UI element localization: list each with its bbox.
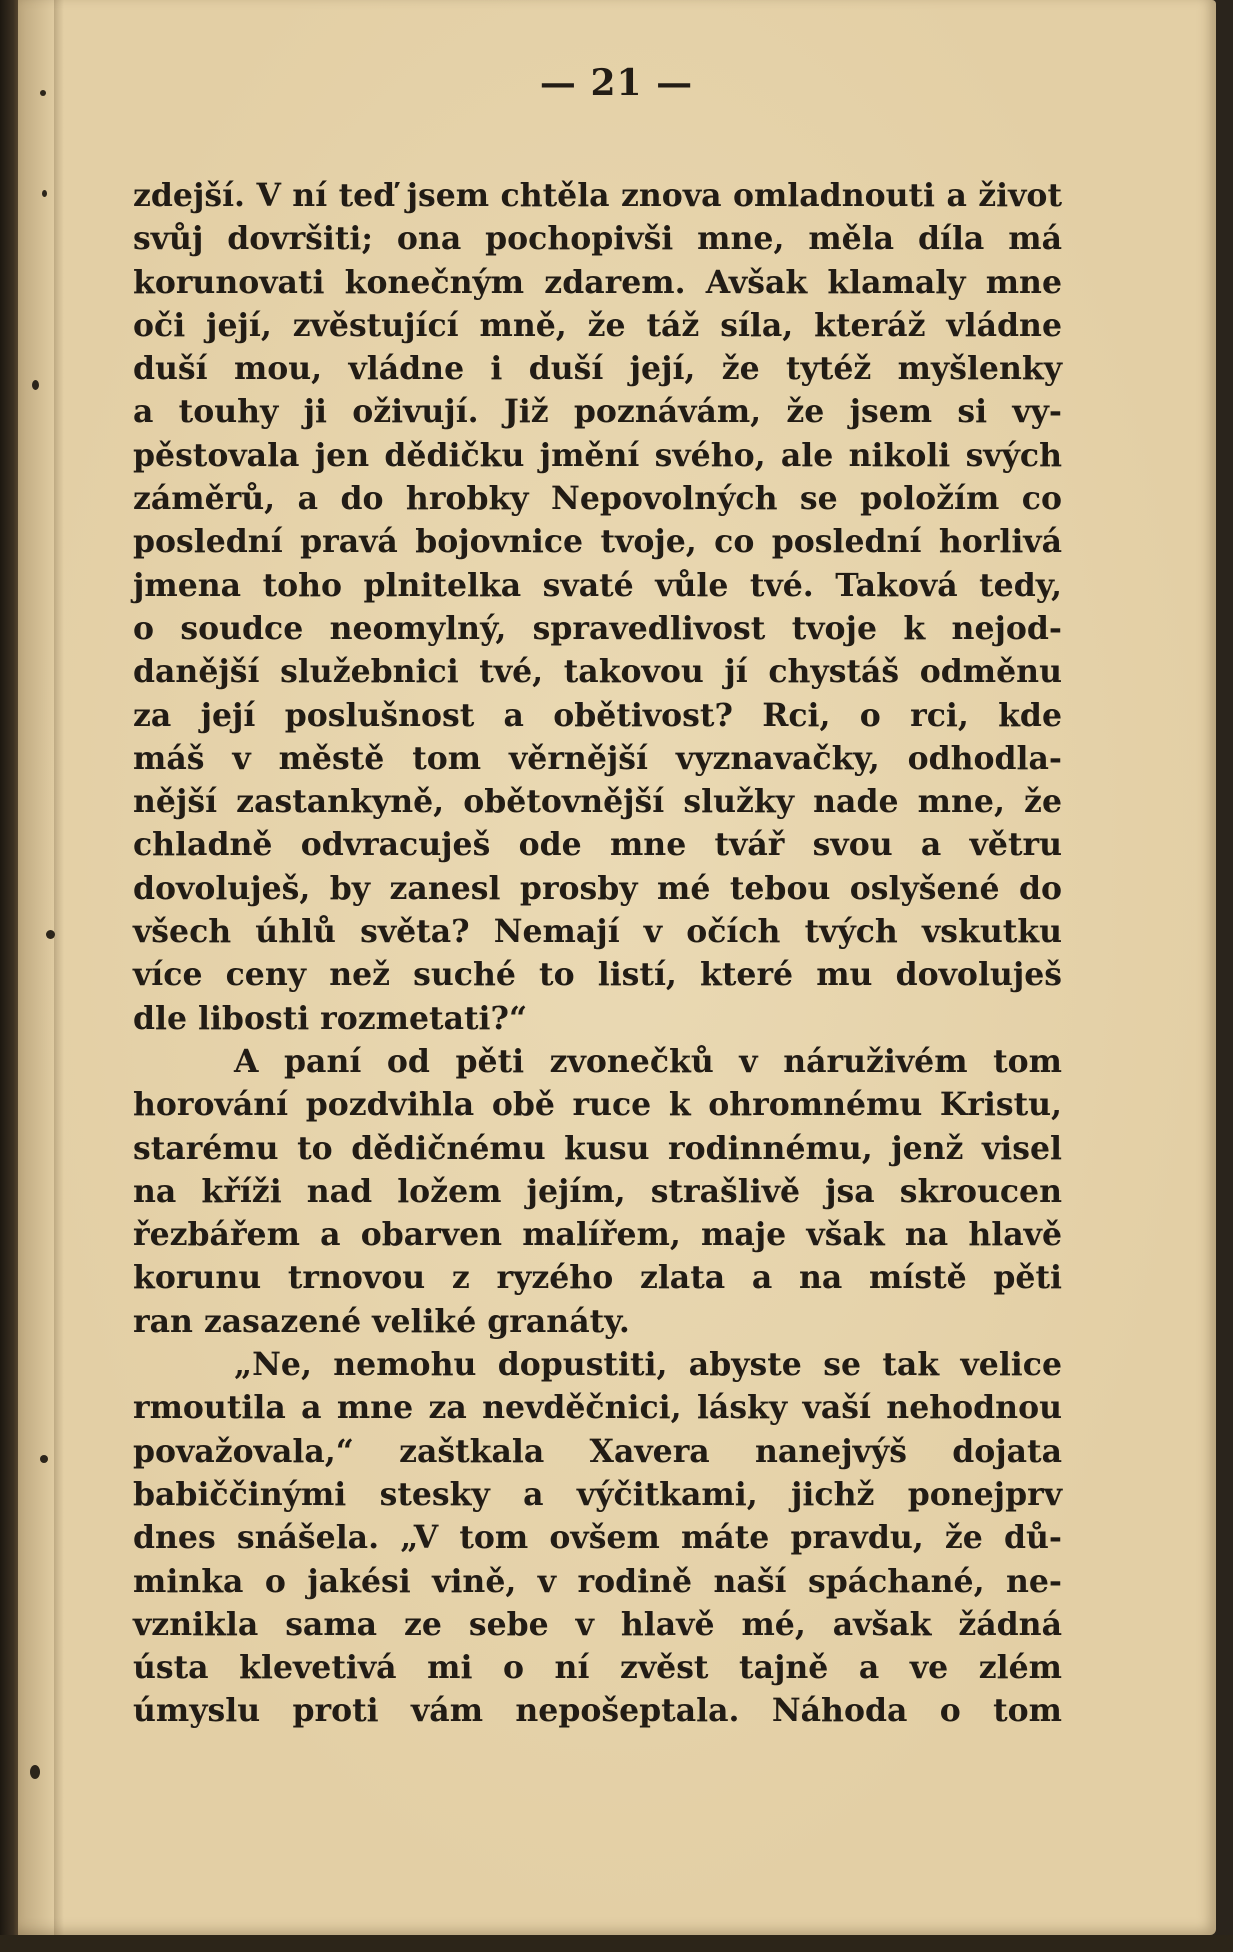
- text-line: úmyslu proti vám nepošeptala. Náhoda o tom: [133, 1692, 1062, 1730]
- text-line: považovala,“ zaštkala Xavera nanejvýš dojata: [133, 1432, 1062, 1470]
- text-line: svůj dovršiti; ona pochopivši mne, měla díla má: [133, 220, 1062, 258]
- text-line: duší mou, vládne i duší její, že tytéž myšlenky: [133, 350, 1062, 388]
- text-line: poslední pravá bojovnice tvoje, co poslední horlivá: [133, 523, 1062, 561]
- text-line: dovoluješ, by zanesl prosby mé tebou oslyšené do: [133, 869, 1062, 907]
- text-line: dle libosti rozmetati?“: [133, 999, 528, 1037]
- page-text: [133, 174, 1062, 1733]
- text-line: pěstovala jen dědičku jmění svého, ale nikoli svých: [133, 436, 1062, 474]
- text-line: na kříži nad ložem jejím, strašlivě jsa skroucen: [133, 1172, 1062, 1210]
- text-line: zdejší. V ní teď jsem chtěla znova omladnouti a život: [133, 177, 1062, 214]
- text-line: korunu trnovou z ryzého zlata a na místě pěti: [133, 1259, 1062, 1297]
- text-line: korunovati konečným zdarem. Avšak klamaly mne: [133, 263, 1062, 301]
- speck: [30, 1765, 40, 1779]
- text-line: všech úhlů světa? Nemají v očích tvých vskutku: [133, 913, 1062, 951]
- text-line: více ceny než suché to listí, které mu dovoluješ: [133, 956, 1062, 994]
- text-line: babiččinými stesky a výčitkami, jichž ponejprv: [133, 1475, 1062, 1513]
- text-line: starému to dědičnému kusu rodinnému, jenž visel: [133, 1129, 1062, 1167]
- text-line: o soudce neomylný, spravedlivost tvoje k nejod-: [133, 609, 1062, 647]
- text-line: A paní od pěti zvonečků v náruživém tom: [234, 1042, 1062, 1080]
- speck: [42, 190, 47, 197]
- text-line: ran zasazené veliké granáty.: [133, 1302, 630, 1340]
- text-line: chladně odvracuješ ode mne tvář svou a větru: [133, 826, 1062, 864]
- text-line: záměrů, a do hrobky Nepovolných se položím co: [133, 480, 1062, 518]
- text-line: máš v městě tom věrnější vyznavačky, odhodla-: [133, 739, 1062, 777]
- text-line: oči její, zvěstující mně, že táž síla, kteráž vládne: [133, 306, 1062, 344]
- text-line: a touhy ji oživují. Již poznávám, že jsem si vy-: [133, 393, 1062, 431]
- text-line: dnes snášela. „V tom ovšem máte pravdu, že dů-: [133, 1519, 1062, 1557]
- speck: [32, 380, 39, 390]
- text-line: „Ne, nemohu dopustiti, abyste se tak velice: [234, 1346, 1062, 1384]
- text-line: nější zastankyně, obětovnější služky nade mne, že: [133, 783, 1062, 821]
- speck: [46, 930, 55, 939]
- text-line: řezbářem a obarven malířem, maje však na hlavě: [133, 1216, 1062, 1254]
- text-line: za její poslušnost a obětivost? Rci, o rci, kde: [133, 696, 1062, 734]
- text-line: jmena toho plnitelka svaté vůle tvé. Taková tedy,: [133, 566, 1062, 604]
- text-line: danější služebnici tvé, takovou jí chystáš odměnu: [133, 653, 1062, 691]
- page-fold-shadow: [54, 0, 64, 1935]
- bottom-edge: [0, 1935, 1233, 1952]
- text-line: ústa klevetivá mi o ní zvěst tajně a ve zlém: [133, 1649, 1062, 1687]
- text-line: horování pozdvihla obě ruce k ohromnému Kristu,: [133, 1086, 1062, 1124]
- speck: [40, 1455, 48, 1463]
- text-line: rmoutila a mne za nevděčnici, lásky vaší nehodnou: [133, 1389, 1062, 1427]
- text-line: vznikla sama ze sebe v hlavě mé, avšak žádná: [133, 1605, 1062, 1643]
- page-number: — 21 —: [539, 62, 694, 104]
- text-line: minka o jakési vině, v rodině naší spáchané, ne-: [133, 1562, 1062, 1600]
